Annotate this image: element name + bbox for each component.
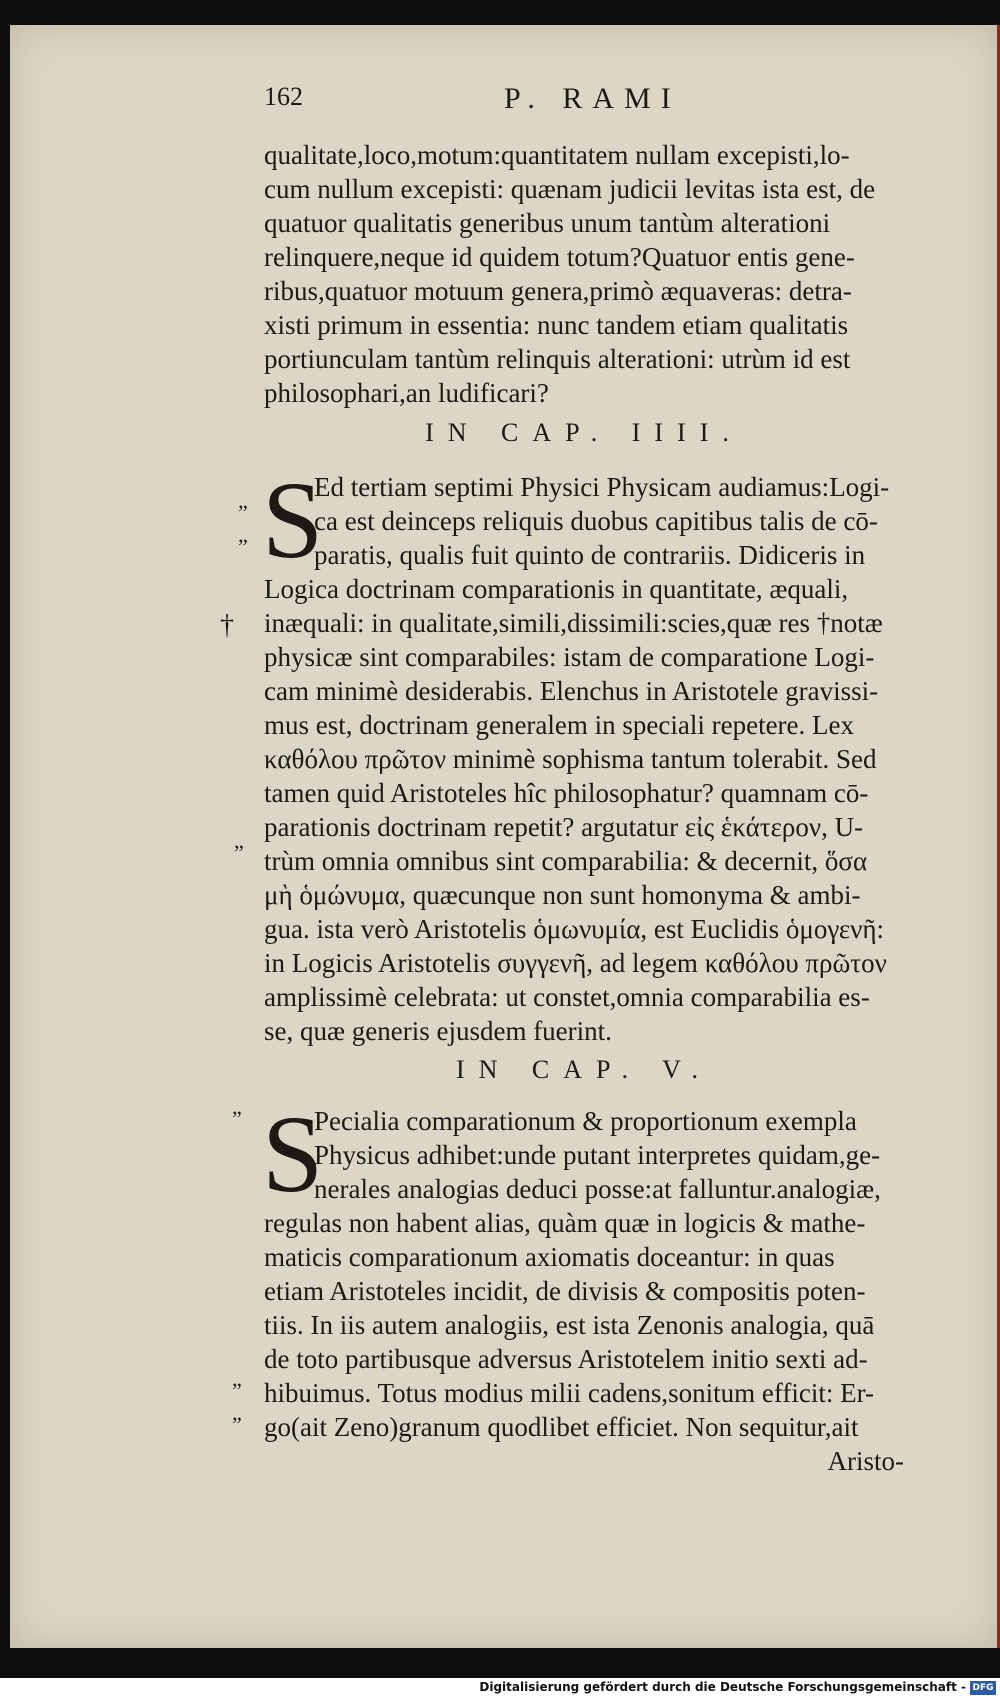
- drop-cap: S: [262, 459, 324, 581]
- text-line: cum nullum excepisti: quænam judicii levitas ista est, de: [264, 174, 876, 204]
- text-line: etiam Aristoteles incidit, de divisis & compositis poten-: [264, 1276, 866, 1306]
- paragraph-top: [264, 138, 904, 410]
- text-line: se, quæ generis ejusdem fuerint.: [264, 1016, 612, 1046]
- margin-quote-mark: ”: [232, 1412, 242, 1437]
- text-line: qualitate,loco,motum:quantitatem nullam excepisti,lo-: [264, 140, 850, 170]
- text-line: καθόλου πρῶτον minimè sophisma tantum tolerabit. Sed: [264, 744, 877, 774]
- margin-quote-mark: ”: [232, 1378, 242, 1403]
- margin-quote-mark: ”: [232, 1106, 242, 1131]
- margin-quote-mark: ”: [238, 500, 248, 525]
- text-line: go(ait Zeno)granum quodlibet efficiet. Non sequitur,ait: [264, 1412, 859, 1442]
- text-line: philosophari,an ludificari?: [264, 378, 549, 408]
- text-line: μὴ ὁμώνυμα, quæcunque non sunt homonyma & ambi-: [264, 880, 861, 910]
- text-line: tamen quid Aristoteles hîc philosophatur? quamnam cō-: [264, 778, 869, 808]
- text-line: Logica doctrinam comparationis in quantitate, æquali,: [264, 574, 849, 604]
- margin-quote-mark: ”: [234, 840, 244, 865]
- page-number: 162: [264, 82, 303, 111]
- text-line: regulas non habent alias, quàm quæ in logicis & mathe-: [264, 1208, 866, 1238]
- catchword: Aristo-: [827, 1446, 904, 1476]
- margin-dagger-mark: †: [220, 610, 234, 641]
- text-line: in Logicis Aristotelis συγγενῆ, ad legem καθόλου πρῶτον: [264, 948, 887, 978]
- text-line: cam minimè desiderabis. Elenchus in Aristotele gravissi-: [264, 676, 879, 706]
- text-line: paratis, qualis fuit quinto de contrariis. Didiceris in: [314, 540, 866, 570]
- text-line: maticis comparationum axiomatis doceantur: in quas: [264, 1242, 835, 1272]
- footer-bar: [0, 1678, 1000, 1699]
- text-line: portiunculam tantùm relinquis alterationi: utrùm id est: [264, 344, 851, 374]
- text-line: physicæ sint comparabiles: istam de comparatione Logi-: [264, 642, 875, 672]
- footer-credit: Digitalisierung gefördert durch die Deutsche Forschungsgemeinschaft -: [479, 1680, 966, 1694]
- text-line: nerales analogias deduci posse:at falluntur.analogiæ,: [314, 1174, 881, 1204]
- text-line: gua. ista verò Aristotelis ὁμωνυμία, est Euclidis ὁμογενῆ:: [264, 914, 885, 944]
- text-line: ribus,quatuor motuum genera,primò æquaveras: detra-: [264, 276, 852, 306]
- dfg-logo-icon: DFG: [970, 1681, 996, 1695]
- running-head: P. RAMI: [504, 82, 681, 115]
- chapter-iiii-text: [262, 459, 904, 1048]
- chapter-v-text: [262, 1093, 904, 1478]
- text-line: parationis doctrinam repetit? argutatur εἰς ἑκάτερον, U-: [264, 812, 864, 842]
- text-line: inæquali: in qualitate,simili,dissimili:scies,quæ res †notæ: [264, 608, 883, 638]
- text-line: hibuimus. Totus modius milii cadens,sonitum efficit: Er-: [264, 1378, 875, 1408]
- text-line: mus est, doctrinam generalem in speciali repetere. Lex: [264, 710, 855, 740]
- text-line: ca est deinceps reliquis duobus capitibus talis de cō-: [314, 506, 878, 536]
- text-line: relinquere,neque id quidem totum?Quatuor entis gene-: [264, 242, 855, 272]
- text-line: Ed tertiam septimi Physici Physicam audiamus:Logi-: [314, 472, 890, 502]
- text-line: de toto partibusque adversus Aristotelem initio sexti ad-: [264, 1344, 868, 1374]
- drop-cap: S: [262, 1093, 324, 1215]
- margin-quote-mark: ”: [238, 534, 248, 559]
- text-line: quatuor qualitatis generibus unum tantùm alterationi: [264, 208, 831, 238]
- text-line: trùm omnia omnibus sint comparabilia: & decernit, ὅσα: [264, 846, 868, 876]
- text-line: xisti primum in essentia: nunc tandem etiam qualitatis: [264, 310, 849, 340]
- page-header: [264, 82, 904, 122]
- chapter-heading-iiii: IN CAP. IIII.: [425, 418, 743, 447]
- text-line: Pecialia comparationum & proportionum exempla: [314, 1106, 857, 1136]
- text-line: tiis. In iis autem analogiis, est ista Zenonis analogia, quā: [264, 1310, 875, 1340]
- chapter-heading-v: IN CAP. V.: [455, 1055, 713, 1084]
- text-line: amplissimè celebrata: ut constet,omnia comparabilia es-: [264, 982, 870, 1012]
- text-line: Physicus adhibet:unde putant interpretes quidam,ge-: [314, 1140, 881, 1170]
